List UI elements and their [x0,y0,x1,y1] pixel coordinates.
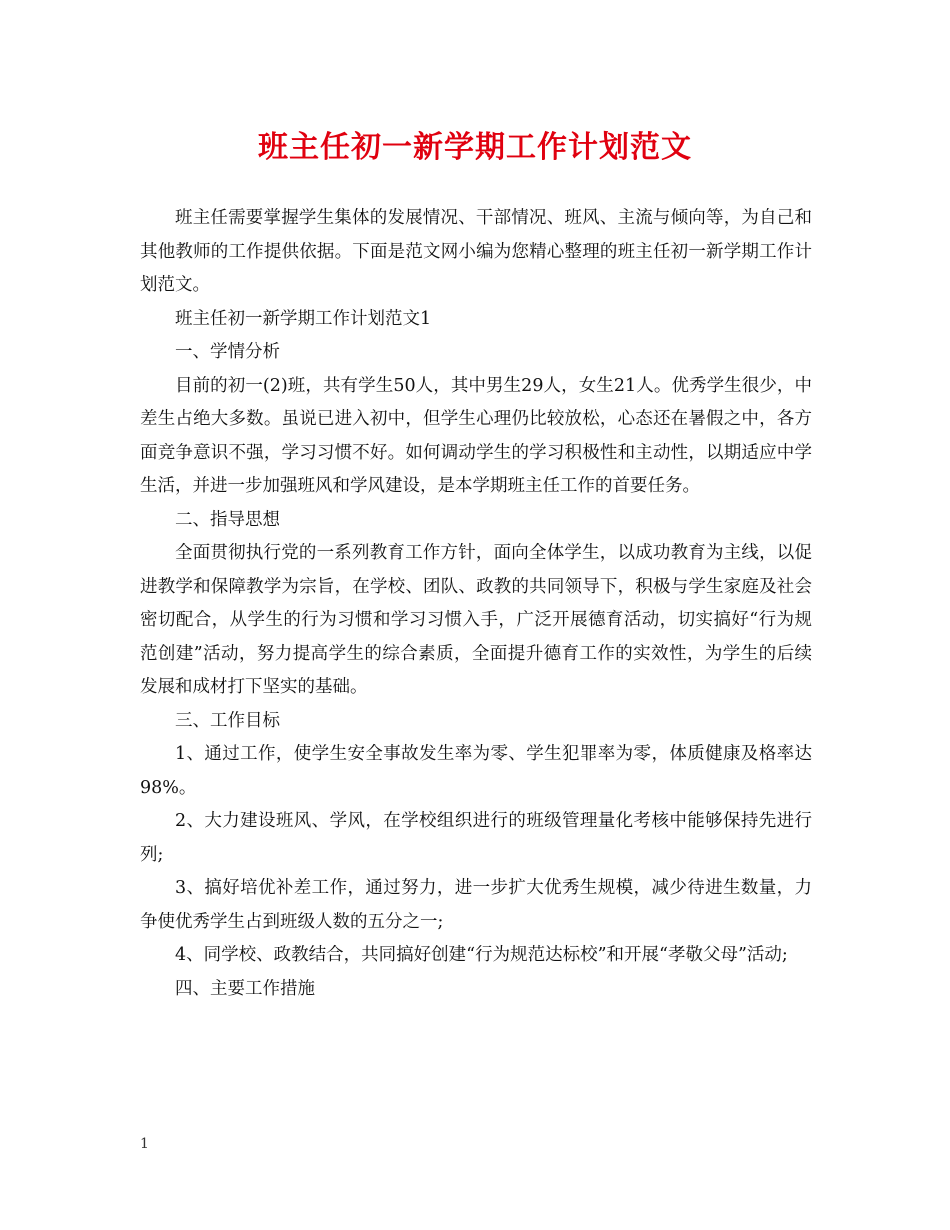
page-number: 1 [140,1136,149,1152]
section-heading-plan-1: 班主任初一新学期工作计划范文1 [175,308,432,329]
section-heading-analysis: 一、学情分析 [175,342,280,362]
intro-paragraph: 班主任需要掌握学生集体的发展情况、干部情况、班风、主流与倾向等，为自己和其他教师的工作提供依据。下面是范文网小编为您精心整理的班主任初一新学期工作计划范文。 [140,208,812,295]
guiding-thought-paragraph: 全面贯彻执行党的一系列教育工作方针，面向全体学生，以成功教育为主线，以促进教学和保障教学为宗旨，在学校、团队、政教的共同领导下，积极与学生家庭及社会密切配合，从学生的行为习惯和学习习惯入手，广泛开展德育活动，切实搞好“行为规范创建”活动，努力提高学生的综合素质，全面提升德育工作的实效性，为学生的后续发展和成材打下坚实的基础。 [140,543,812,697]
section-heading-measures: 四、主要工作措施 [175,978,315,999]
document-title: 班主任初一新学期工作计划范文 [258,130,692,165]
goal-item-3: 3、搞好培优补差工作，通过努力，进一步扩大优秀生规模，减少待进生数量，力争使优秀学生占到班级人数的五分之一; [140,878,812,932]
analysis-paragraph: 目前的初一(2)班，共有学生50人，其中男生29人，女生21人。优秀学生很少，中差生占绝大多数。虽说已进入初中，但学生心理仍比较放松，心态还在暑假之中，各方面竞争意识不强，学习习惯不好。如何调动学生的学习积极性和主动性，以期适应中学生活，并进一步加强班风和学风建设，是本学期班主任工作的首要任务。 [140,375,812,496]
goal-item-2: 2、大力建设班风、学风，在学校组织进行的班级管理量化考核中能够保持先进行列; [140,811,812,865]
goal-item-4: 4、同学校、政教结合，共同搞好创建“行为规范达标校”和开展“孝敬父母”活动; [175,945,788,965]
section-heading-goals: 三、工作目标 [175,710,280,731]
section-heading-guiding-thought: 二、指导思想 [175,509,280,530]
goal-item-1: 1、通过工作，使学生安全事故发生率为零、学生犯罪率为零，体质健康及格率达98%。 [140,744,812,798]
document-body [140,202,812,1006]
